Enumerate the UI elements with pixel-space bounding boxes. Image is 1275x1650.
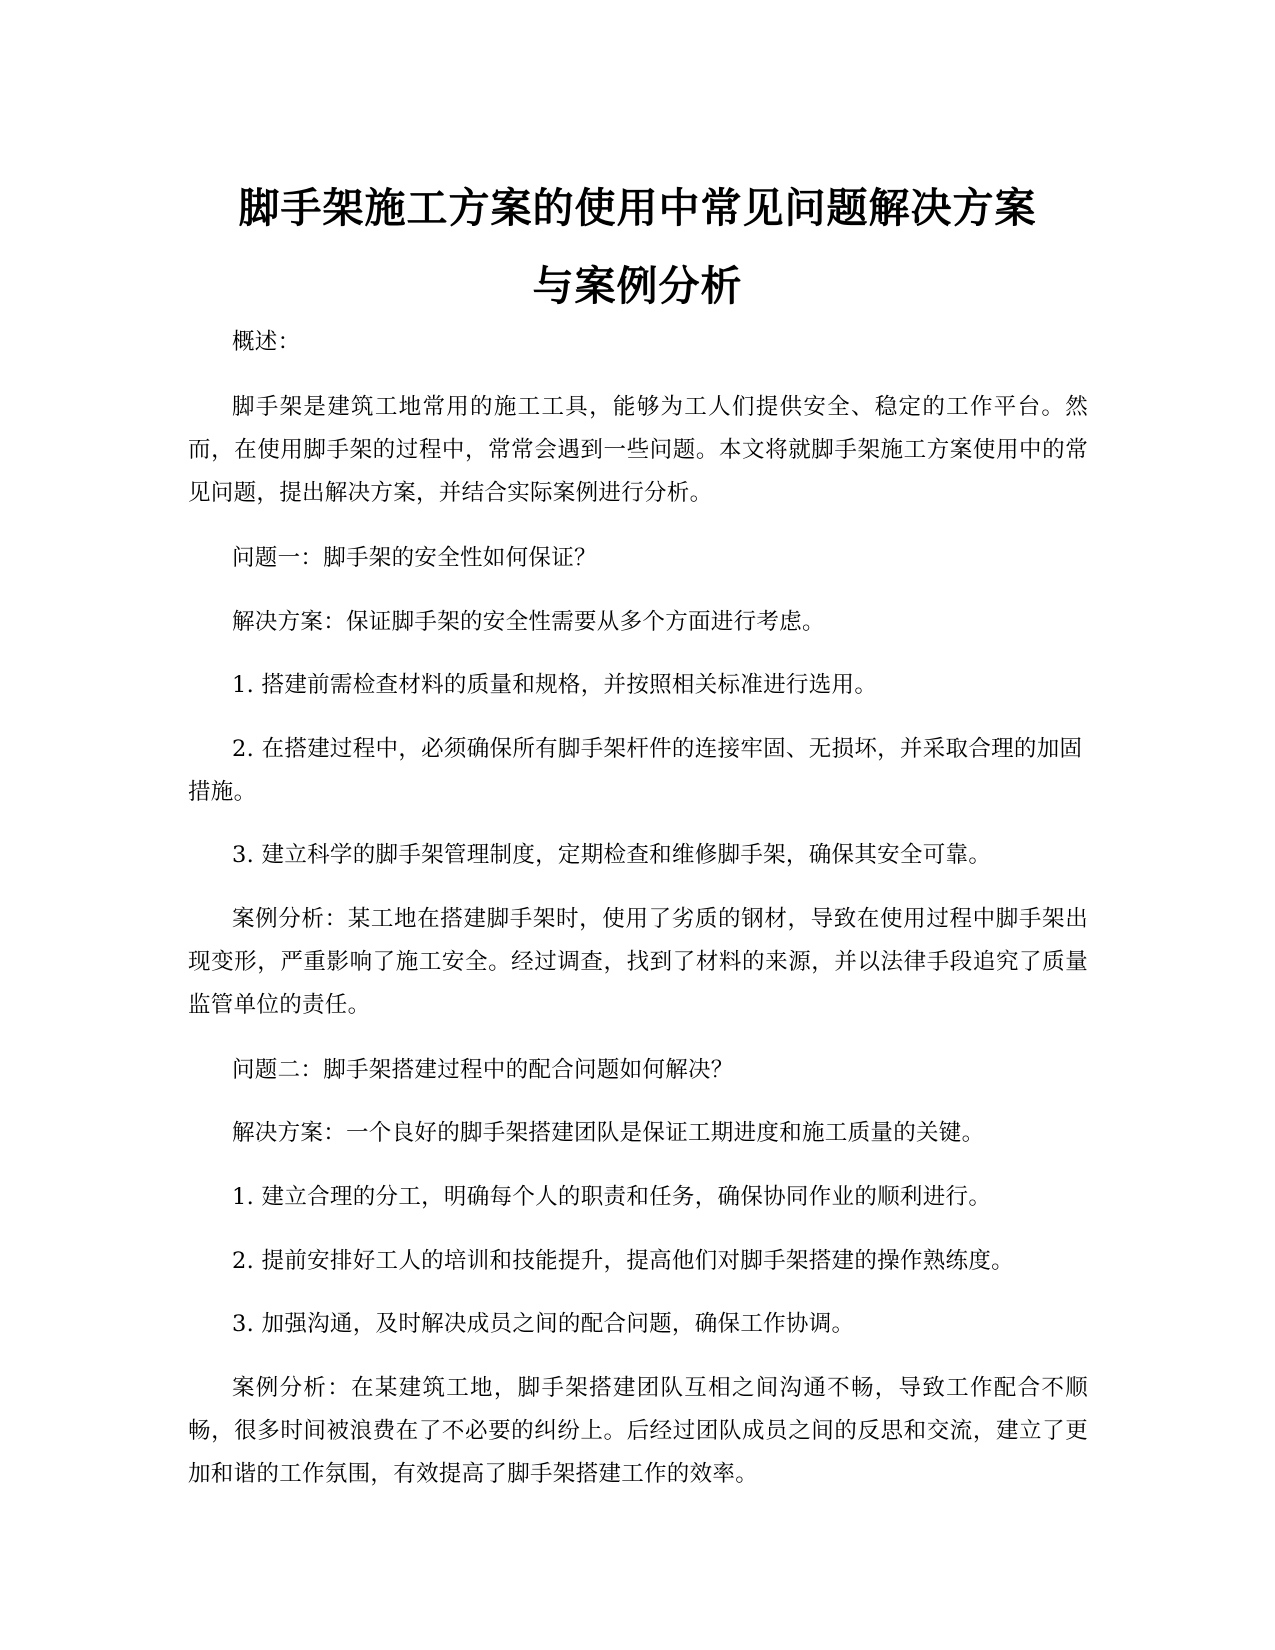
document-title — [150, 169, 1125, 325]
question-one-heading: 问题一：脚手架的安全性如何保证？ — [232, 545, 597, 571]
solution-one-item-3: 3. 建立科学的脚手架管理制度，定期检查和维修脚手架，确保其安全可靠。 — [232, 842, 992, 868]
solution-one-intro: 解决方案：保证脚手架的安全性需要从多个方面进行考虑。 — [232, 609, 825, 635]
overview-paragraph: 脚手架是建筑工地常用的施工工具，能够为工人们提供安全、稳定的工作平台。然而，在使用脚手架的过程中，常常会遇到一些问题。本文将就脚手架施工方案使用中的常见问题，提出解决方案，并结合实际案例进行分析。 — [188, 394, 1088, 506]
solution-two-item-1: 1. 建立合理的分工，明确每个人的职责和任务，确保协同作业的顺利进行。 — [232, 1184, 992, 1210]
solution-two-item-2: 2. 提前安排好工人的培训和技能提升，提高他们对脚手架搭建的操作熟练度。 — [232, 1248, 1014, 1274]
solution-two-intro: 解决方案：一个良好的脚手架搭建团队是保证工期进度和施工质量的关键。 — [232, 1120, 985, 1146]
solution-one-item-1: 1. 搭建前需检查材料的质量和规格，并按照相关标准进行选用。 — [232, 672, 878, 698]
title-line-1: 脚手架施工方案的使用中常见问题解决方案 — [238, 184, 1037, 233]
case-analysis-one: 案例分析：某工地在搭建脚手架时，使用了劣质的钢材，导致在使用过程中脚手架出现变形，严重影响了施工安全。经过调查，找到了材料的来源，并以法律手段追究了质量监管单位的责任。 — [188, 906, 1088, 1018]
title-line-2: 与案例分析 — [532, 262, 743, 311]
case-analysis-two: 案例分析：在某建筑工地，脚手架搭建团队互相之间沟通不畅，导致工作配合不顺畅，很多时间被浪费在了不必要的纠纷上。后经过团队成员之间的反思和交流，建立了更加和谐的工作氛围，有效提高了脚手架搭建工作的效率。 — [188, 1375, 1088, 1487]
solution-one-item-2: 2. 在搭建过程中，必须确保所有脚手架杆件的连接牢固、无损坏，并采取合理的加固措施。 — [188, 736, 1083, 805]
overview-heading: 概述： — [232, 329, 301, 355]
question-two-heading: 问题二：脚手架搭建过程中的配合问题如何解决？ — [232, 1057, 734, 1083]
solution-two-item-3: 3. 加强沟通，及时解决成员之间的配合问题，确保工作协调。 — [232, 1311, 855, 1337]
